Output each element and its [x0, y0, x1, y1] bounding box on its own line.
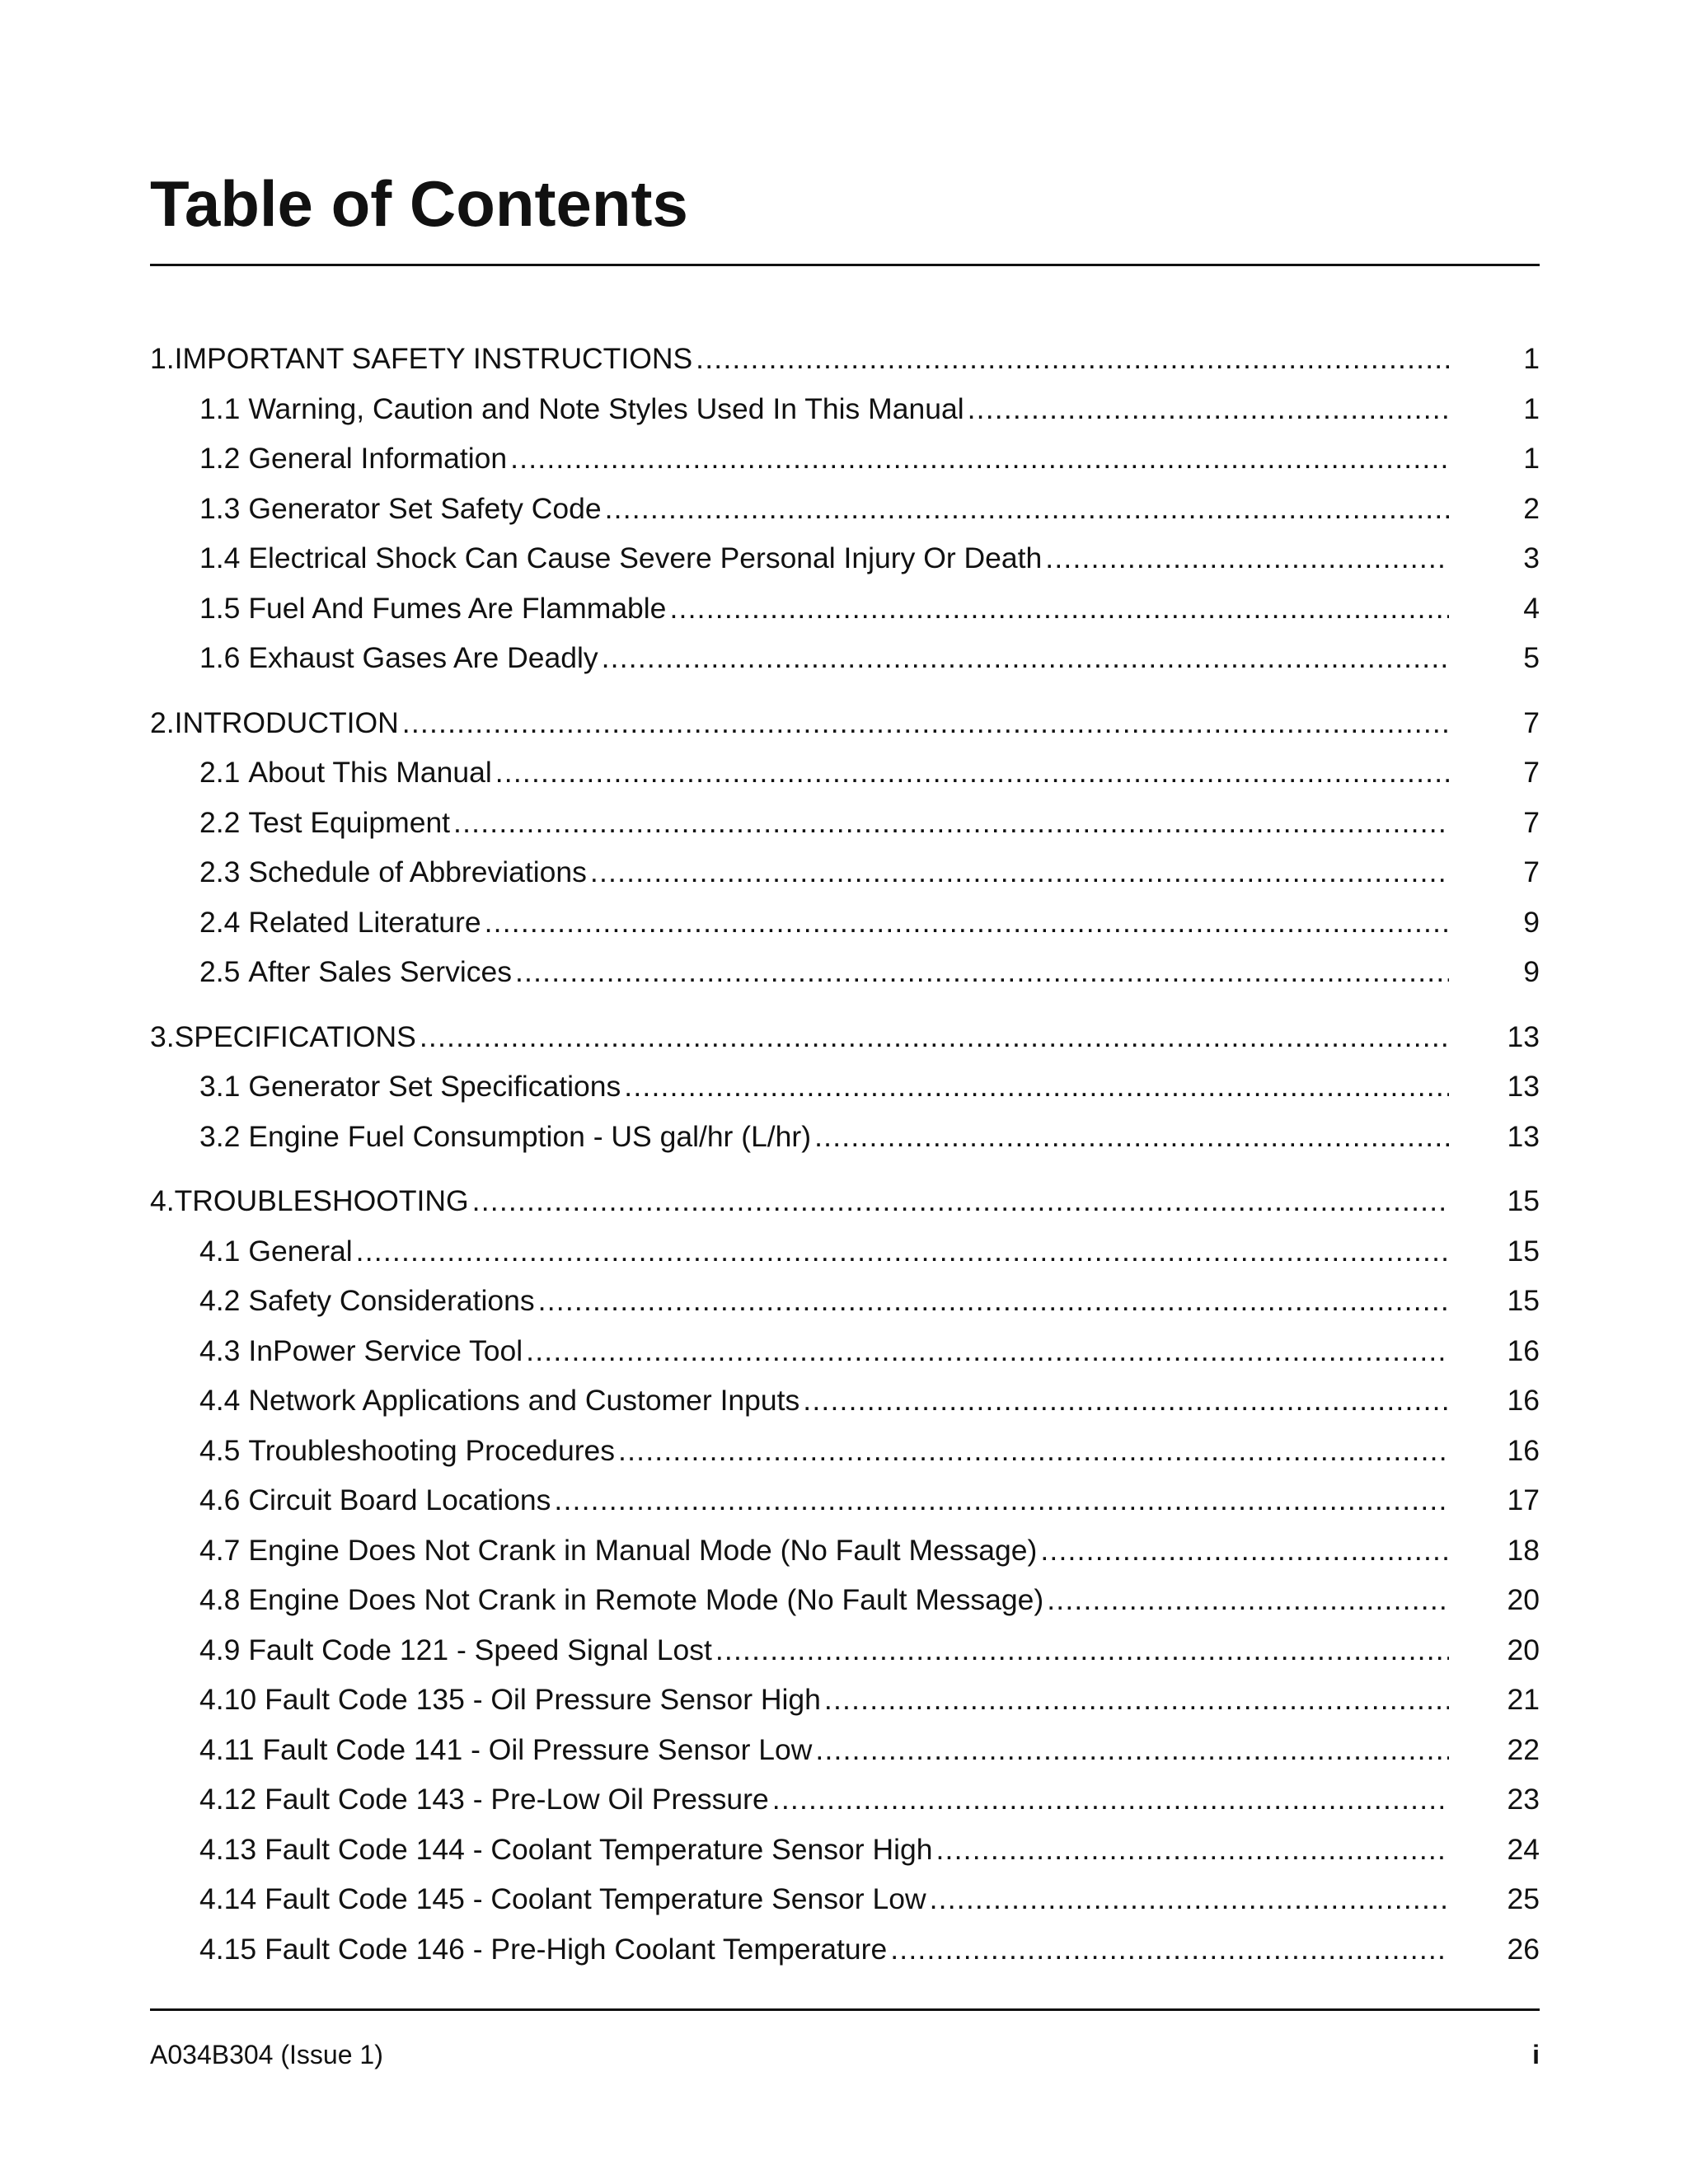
- toc-subsection-entry[interactable]: [150, 1874, 1540, 1924]
- toc-entry-page: 4: [1523, 591, 1540, 625]
- toc-entry-title: InPower Service Tool: [248, 1333, 523, 1367]
- toc-entry-page: 5: [1523, 641, 1540, 674]
- dot-leader: [618, 1426, 1449, 1476]
- toc-entry-title: TROUBLESHOOTING: [174, 1184, 469, 1217]
- toc-entry-page: 13: [1507, 1070, 1540, 1103]
- toc-entry-page: 16: [1507, 1333, 1540, 1367]
- dot-leader: [1040, 1526, 1449, 1576]
- toc-entry-title: Circuit Board Locations: [248, 1483, 551, 1516]
- toc-entry-number: 1.: [150, 342, 175, 375]
- toc-subsection-entry[interactable]: [150, 1725, 1540, 1775]
- toc-subsection-entry[interactable]: [150, 798, 1540, 848]
- toc-section: [150, 1176, 1540, 1974]
- toc-entry-page: 17: [1507, 1483, 1540, 1516]
- toc-entry-number: 2.: [150, 705, 175, 739]
- toc-subsection-entry[interactable]: [150, 1625, 1540, 1675]
- toc-entry-number: 4.7: [199, 1533, 241, 1567]
- toc-subsection-entry[interactable]: [150, 1112, 1540, 1162]
- toc-entry-number: 4.: [150, 1184, 175, 1217]
- toc-entry-page: 1: [1523, 442, 1540, 475]
- dot-leader: [890, 1924, 1449, 1975]
- toc-entry-title: Exhaust Gases Are Deadly: [248, 641, 598, 674]
- dot-leader: [472, 1176, 1449, 1226]
- toc-entry-page: 9: [1523, 955, 1540, 988]
- toc-chapter-entry[interactable]: [150, 1012, 1540, 1062]
- toc-chapter-entry[interactable]: [150, 334, 1540, 384]
- toc-entry-page: 7: [1523, 705, 1540, 739]
- dot-leader: [669, 583, 1449, 634]
- toc-subsection-entry[interactable]: [150, 1426, 1540, 1476]
- toc-entry-title: Test Equipment: [248, 805, 451, 839]
- toc-subsection-entry[interactable]: [150, 1924, 1540, 1975]
- footer-document-id: A034B304 (Issue 1): [150, 2040, 383, 2069]
- toc-entry-title: Fault Code 135 - Oil Pressure Sensor High: [265, 1683, 821, 1716]
- toc-entry-title: Fault Code 121 - Speed Signal Lost: [248, 1633, 712, 1666]
- toc-entry-number: 2.5: [199, 955, 241, 988]
- dot-leader: [515, 947, 1449, 997]
- toc-entry-page: 20: [1507, 1583, 1540, 1616]
- toc-entry-title: Fault Code 144 - Coolant Temperature Sensor High: [265, 1832, 933, 1866]
- dot-leader: [453, 798, 1449, 848]
- toc-subsection-entry[interactable]: [150, 1376, 1540, 1426]
- toc-entry-number: 3.1: [199, 1070, 241, 1103]
- toc-subsection-entry[interactable]: [150, 384, 1540, 434]
- toc-entry-page: 15: [1507, 1234, 1540, 1268]
- toc-entry-title: Related Literature: [248, 905, 481, 939]
- dot-leader: [356, 1226, 1449, 1277]
- dot-leader: [1047, 1575, 1449, 1625]
- toc-subsection-entry[interactable]: [150, 1675, 1540, 1725]
- toc-subsection-entry[interactable]: [150, 1226, 1540, 1277]
- toc-entry-number: 1.1: [199, 391, 241, 425]
- dot-leader: [935, 1825, 1449, 1875]
- toc-entry-number: 4.1: [199, 1234, 241, 1268]
- dot-leader: [526, 1326, 1449, 1376]
- toc-entry-page: 15: [1507, 1184, 1540, 1217]
- toc-entry-title: Engine Fuel Consumption - US gal/hr (L/hr): [248, 1119, 812, 1153]
- toc-chapter-entry[interactable]: [150, 1176, 1540, 1226]
- dot-leader: [803, 1376, 1449, 1426]
- dot-leader: [495, 748, 1449, 798]
- dot-leader: [605, 484, 1449, 534]
- toc-subsection-entry[interactable]: [150, 533, 1540, 583]
- toc-section: [150, 698, 1540, 997]
- toc-entry-number: 3.2: [199, 1119, 241, 1153]
- toc-entry-page: 1: [1523, 391, 1540, 425]
- toc-subsection-entry[interactable]: [150, 847, 1540, 898]
- toc-entry-page: 7: [1523, 855, 1540, 888]
- toc-entry-page: 1: [1523, 342, 1540, 375]
- toc-entry-page: 23: [1507, 1783, 1540, 1816]
- toc-subsection-entry[interactable]: [150, 1475, 1540, 1526]
- toc-chapter-entry[interactable]: [150, 698, 1540, 748]
- toc-entry-title: INTRODUCTION: [174, 705, 399, 739]
- dot-leader: [968, 384, 1449, 434]
- dot-leader: [1045, 533, 1449, 583]
- dot-leader: [420, 1012, 1449, 1062]
- toc-entry-page: 20: [1507, 1633, 1540, 1666]
- toc-entry-title: Fault Code 143 - Pre-Low Oil Pressure: [265, 1783, 769, 1816]
- toc-subsection-entry[interactable]: [150, 1062, 1540, 1112]
- toc-subsection-entry[interactable]: [150, 1526, 1540, 1576]
- toc-entry-number: 4.12: [199, 1783, 257, 1816]
- dot-leader: [930, 1874, 1449, 1924]
- toc-entry-number: 4.10: [199, 1683, 257, 1716]
- toc-entry-title: Fault Code 141 - Oil Pressure Sensor Low: [262, 1732, 813, 1766]
- toc-entry-number: 4.3: [199, 1333, 241, 1367]
- toc-entry-page: 13: [1507, 1019, 1540, 1053]
- toc-entry-page: 7: [1523, 756, 1540, 789]
- toc-entry-number: 1.2: [199, 442, 241, 475]
- toc-entry-title: Safety Considerations: [248, 1284, 535, 1317]
- dot-leader: [624, 1062, 1449, 1112]
- dot-leader: [602, 633, 1449, 683]
- toc-subsection-entry[interactable]: [150, 484, 1540, 534]
- toc-subsection-entry[interactable]: [150, 633, 1540, 683]
- toc-subsection-entry[interactable]: [150, 898, 1540, 948]
- toc-entry-page: 18: [1507, 1533, 1540, 1567]
- toc-entry-number: 4.14: [199, 1882, 257, 1915]
- footer-divider: [150, 2008, 1540, 2011]
- dot-leader: [814, 1112, 1449, 1162]
- toc-entry-number: 2.4: [199, 905, 241, 939]
- toc-entry-page: 7: [1523, 805, 1540, 839]
- dot-leader: [402, 698, 1449, 748]
- toc-entry-page: 21: [1507, 1683, 1540, 1716]
- toc-entry-title: SPECIFICATIONS: [174, 1019, 416, 1053]
- toc-entry-number: 2.2: [199, 805, 241, 839]
- toc-entry-title: Troubleshooting Procedures: [248, 1433, 616, 1467]
- toc-entry-title: Schedule of Abbreviations: [248, 855, 587, 888]
- toc-entry-number: 4.11: [199, 1732, 255, 1766]
- dot-leader: [696, 334, 1449, 384]
- toc-entry-title: General: [248, 1234, 353, 1268]
- toc-entry-page: 9: [1523, 905, 1540, 939]
- toc-entry-title: After Sales Services: [248, 955, 512, 988]
- page-title: Table of Contents: [150, 167, 688, 240]
- dot-leader: [815, 1725, 1449, 1775]
- dot-leader: [485, 898, 1449, 948]
- toc-entry-page: 16: [1507, 1384, 1540, 1417]
- toc-entry-page: 22: [1507, 1732, 1540, 1766]
- toc-entry-number: 4.13: [199, 1832, 257, 1866]
- title-divider: [150, 264, 1540, 266]
- dot-leader: [510, 434, 1449, 484]
- toc-subsection-entry[interactable]: [150, 1326, 1540, 1376]
- toc-section: [150, 334, 1540, 683]
- toc-entry-number: 2.3: [199, 855, 241, 888]
- toc-entry-number: 3.: [150, 1019, 175, 1053]
- toc-subsection-entry[interactable]: [150, 947, 1540, 997]
- footer-page-number: i: [1532, 2040, 1540, 2069]
- toc-entry-number: 1.6: [199, 641, 241, 674]
- toc-entry-number: 4.6: [199, 1483, 241, 1516]
- toc-subsection-entry[interactable]: [150, 1774, 1540, 1825]
- toc-entry-title: Fuel And Fumes Are Flammable: [248, 591, 667, 625]
- toc-entry-page: 2: [1523, 491, 1540, 525]
- toc-entry-page: 24: [1507, 1832, 1540, 1866]
- toc-entry-title: About This Manual: [248, 756, 492, 789]
- toc-entry-number: 1.5: [199, 591, 241, 625]
- dot-leader: [772, 1774, 1449, 1825]
- dot-leader: [538, 1276, 1449, 1326]
- dot-leader: [715, 1625, 1449, 1675]
- toc-entry-page: 13: [1507, 1119, 1540, 1153]
- dot-leader: [554, 1475, 1449, 1526]
- toc-subsection-entry[interactable]: [150, 434, 1540, 484]
- toc-entry-number: 2.1: [199, 756, 241, 789]
- toc-entry-title: Network Applications and Customer Inputs: [248, 1384, 800, 1417]
- toc-entry-title: IMPORTANT SAFETY INSTRUCTIONS: [174, 342, 693, 375]
- toc-entry-title: Warning, Caution and Note Styles Used In This Manual: [248, 391, 964, 425]
- toc-entry-number: 1.4: [199, 541, 241, 574]
- toc-entry-title: Engine Does Not Crank in Remote Mode (No Fault Message): [248, 1583, 1044, 1616]
- toc-section: [150, 1012, 1540, 1162]
- dot-leader: [590, 847, 1449, 898]
- toc-subsection-entry[interactable]: [150, 583, 1540, 634]
- toc-subsection-entry[interactable]: [150, 1276, 1540, 1326]
- toc-entry-title: Generator Set Safety Code: [248, 491, 602, 525]
- toc-entry-title: Electrical Shock Can Cause Severe Personal Injury Or Death: [248, 541, 1043, 574]
- toc-subsection-entry[interactable]: [150, 1575, 1540, 1625]
- toc-entry-number: 4.8: [199, 1583, 241, 1616]
- toc-entry-page: 15: [1507, 1284, 1540, 1317]
- toc-entry-page: 25: [1507, 1882, 1540, 1915]
- toc-subsection-entry[interactable]: [150, 748, 1540, 798]
- dot-leader: [824, 1675, 1449, 1725]
- toc-entry-title: Fault Code 145 - Coolant Temperature Sensor Low: [265, 1882, 926, 1915]
- toc-entry-number: 1.3: [199, 491, 241, 525]
- toc-entry-number: 4.9: [199, 1633, 241, 1666]
- toc-entry-title: Fault Code 146 - Pre-High Coolant Temperature: [265, 1932, 888, 1966]
- toc-entry-page: 3: [1523, 541, 1540, 574]
- toc-entry-page: 16: [1507, 1433, 1540, 1467]
- toc-entry-number: 4.2: [199, 1284, 241, 1317]
- toc-subsection-entry[interactable]: [150, 1825, 1540, 1875]
- toc-entry-number: 4.15: [199, 1932, 257, 1966]
- toc-entry-number: 4.5: [199, 1433, 241, 1467]
- toc-entry-number: 4.4: [199, 1384, 241, 1417]
- toc-entry-title: General Information: [248, 442, 508, 475]
- toc-entry-page: 26: [1507, 1932, 1540, 1966]
- table-of-contents: [150, 334, 1540, 1989]
- toc-entry-title: Engine Does Not Crank in Manual Mode (No Fault Message): [248, 1533, 1038, 1567]
- toc-entry-title: Generator Set Specifications: [248, 1070, 621, 1103]
